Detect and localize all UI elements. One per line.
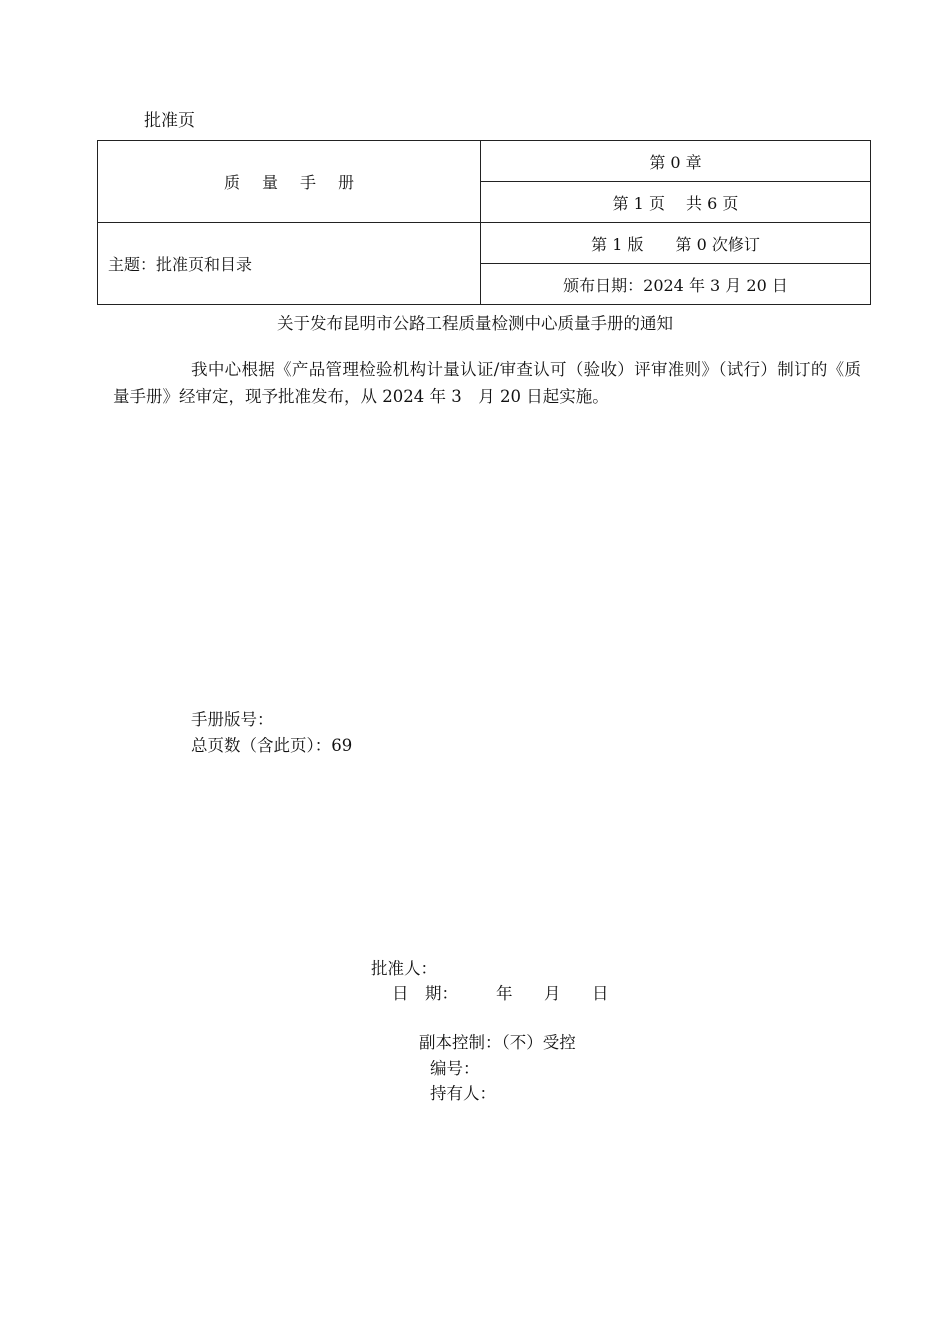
manual-title: 质量手册 [223, 173, 376, 192]
date-label: 日 期： [392, 984, 458, 1003]
total-pages-label: 总页数（含此页）：69 [191, 736, 353, 755]
date-day: 日 [592, 984, 609, 1003]
page-info-cell: 第 1 页 共 6 页 [481, 182, 871, 223]
manual-version-label: 手册版号： [191, 710, 274, 729]
copy-control-label: 副本控制：（不）受控 [419, 1033, 576, 1052]
document-header-table [97, 140, 871, 305]
copy-number-label: 编号： [430, 1059, 480, 1078]
manual-title-cell [98, 141, 481, 223]
page-label: 批准页 [144, 111, 195, 131]
approver-label: 批准人： [371, 959, 437, 978]
chapter-cell: 第 0 章 [481, 141, 871, 182]
date-month: 月 [544, 984, 561, 1003]
issue-date-cell: 颁布日期：2024 年 3 月 20 日 [481, 264, 871, 305]
version-cell: 第 1 版 第 0 次修订 [481, 223, 871, 264]
subject-cell: 主题：批准页和目录 [98, 223, 481, 305]
approval-date-line [392, 980, 609, 1004]
notice-body: 我中心根据《产品管理检验机构计量认证/审查认可（验收）评审准则》（试行）制订的《质量手册》经审定，现予批准发布，从 2024 年 3 月 20 日起实施。 [113, 360, 861, 406]
notice-title: 关于发布昆明市公路工程质量检测中心质量手册的通知 [277, 314, 673, 333]
copy-holder-label: 持有人： [430, 1084, 496, 1103]
date-year: 年 [496, 984, 513, 1003]
